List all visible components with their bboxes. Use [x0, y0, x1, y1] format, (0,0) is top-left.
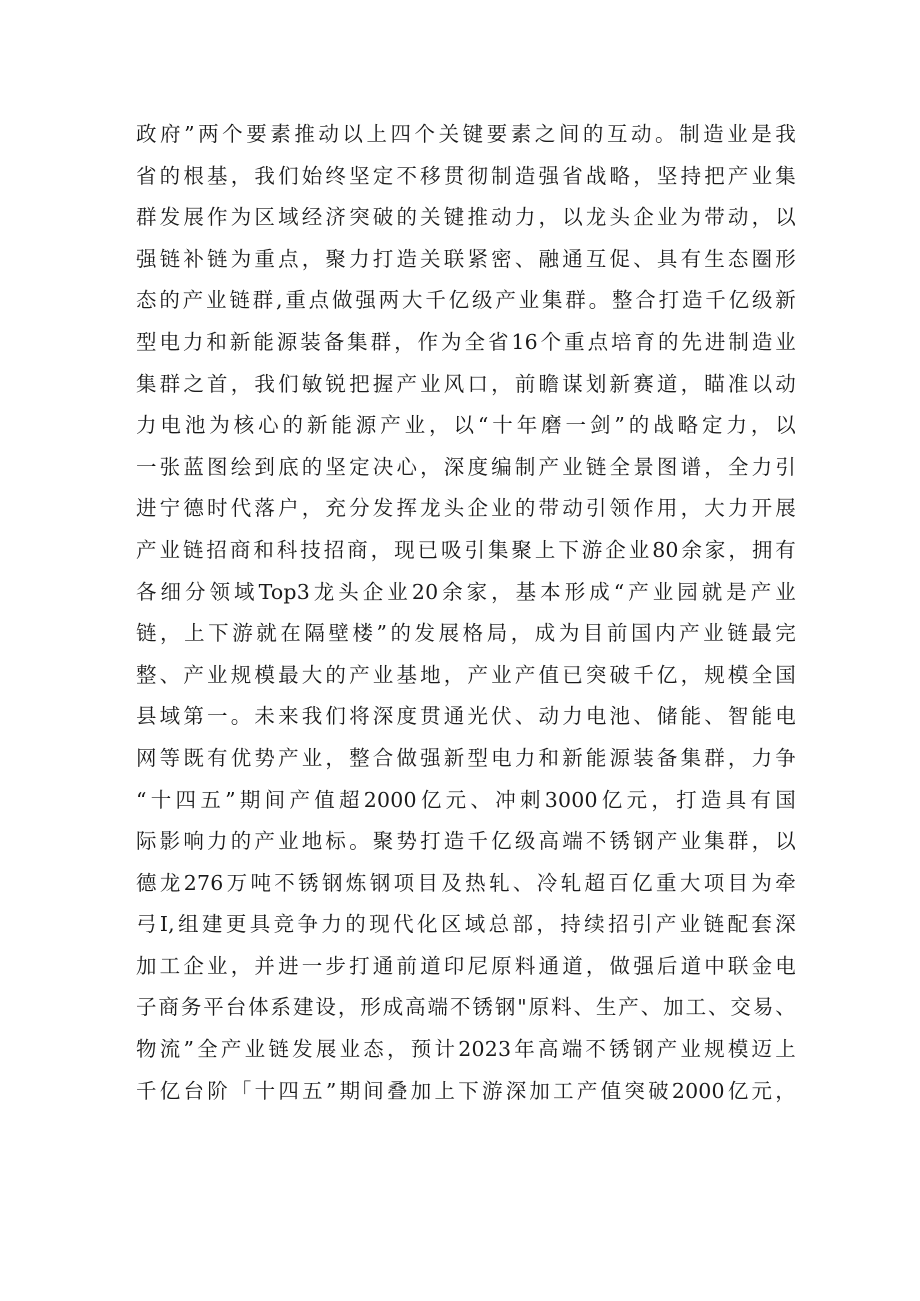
- text-line: 网等既有优势产业，整合做强新型电力和新能源装备集群，力争: [136, 745, 796, 770]
- text-line: 际影响力的产业地标。聚势打造千亿级高端不锈钢产业集群，以: [136, 829, 796, 854]
- text-line: 集群之首，我们敏锐把握产业风口，前瞻谋划新赛道，瞄准以动: [136, 371, 796, 396]
- text-line: 各细分领域Top3龙头企业20余家，基本形成“产业园就是产业: [136, 579, 796, 604]
- text-line: 物流”全产业链发展业态，预计2023年高端不锈钢产业规模迈上: [136, 1037, 796, 1062]
- body-paragraph: [136, 114, 796, 1112]
- text-line: 进宁德时代落户，充分发挥龙头企业的带动引领作用，大力开展: [136, 496, 796, 521]
- text-line: 加工企业，并进一步打通前道印尼原料通道，做强后道中联金电: [136, 953, 796, 978]
- text-line: 强链补链为重点，聚力打造关联紧密、融通互促、具有生态圈形: [136, 246, 796, 271]
- text-line: 县域第一。未来我们将深度贯通光伏、动力电池、储能、智能电: [136, 704, 796, 729]
- text-line: 省的根基，我们始终坚定不移贯彻制造强省战略，坚持把产业集: [136, 163, 796, 188]
- text-line: 一张蓝图绘到底的坚定决心，深度编制产业链全景图谱，全力引: [136, 454, 796, 479]
- text-line: 子商务平台体系建设，形成高端不锈钢"原料、生产、加工、交易、: [136, 995, 796, 1020]
- text-line: 力电池为核心的新能源产业，以“十年磨一剑”的战略定力，以: [136, 413, 796, 438]
- text-line: 德龙276万吨不锈钢炼钢项目及热轧、冷轧超百亿重大项目为牵: [136, 870, 796, 895]
- text-line: 产业链招商和科技招商，现已吸引集聚上下游企业80余家，拥有: [136, 537, 796, 562]
- text-line: 弓I,组建更具竞争力的现代化区域总部，持续招引产业链配套深: [136, 912, 796, 937]
- text-line: 型电力和新能源装备集群，作为全省16个重点培育的先进制造业: [136, 329, 796, 354]
- text-line: 整、产业规模最大的产业基地，产业产值已突破千亿，规模全国: [136, 662, 796, 687]
- text-line: 政府”两个要素推动以上四个关键要素之间的互动。制造业是我: [136, 122, 796, 146]
- text-line: 态的产业链群,重点做强两大千亿级产业集群。整合打造千亿级新: [136, 288, 796, 313]
- text-line: “十四五”期间产值超2000亿元、冲刺3000亿元，打造具有国: [136, 787, 796, 812]
- text-line: 千亿台阶「十四五”期间叠加上下游深加工产值突破2000亿元，: [136, 1078, 796, 1103]
- text-line: 链，上下游就在隔壁楼”的发展格局，成为目前国内产业链最完: [136, 621, 796, 646]
- text-line: 群发展作为区域经济突破的关键推动力，以龙头企业为带动，以: [136, 205, 796, 230]
